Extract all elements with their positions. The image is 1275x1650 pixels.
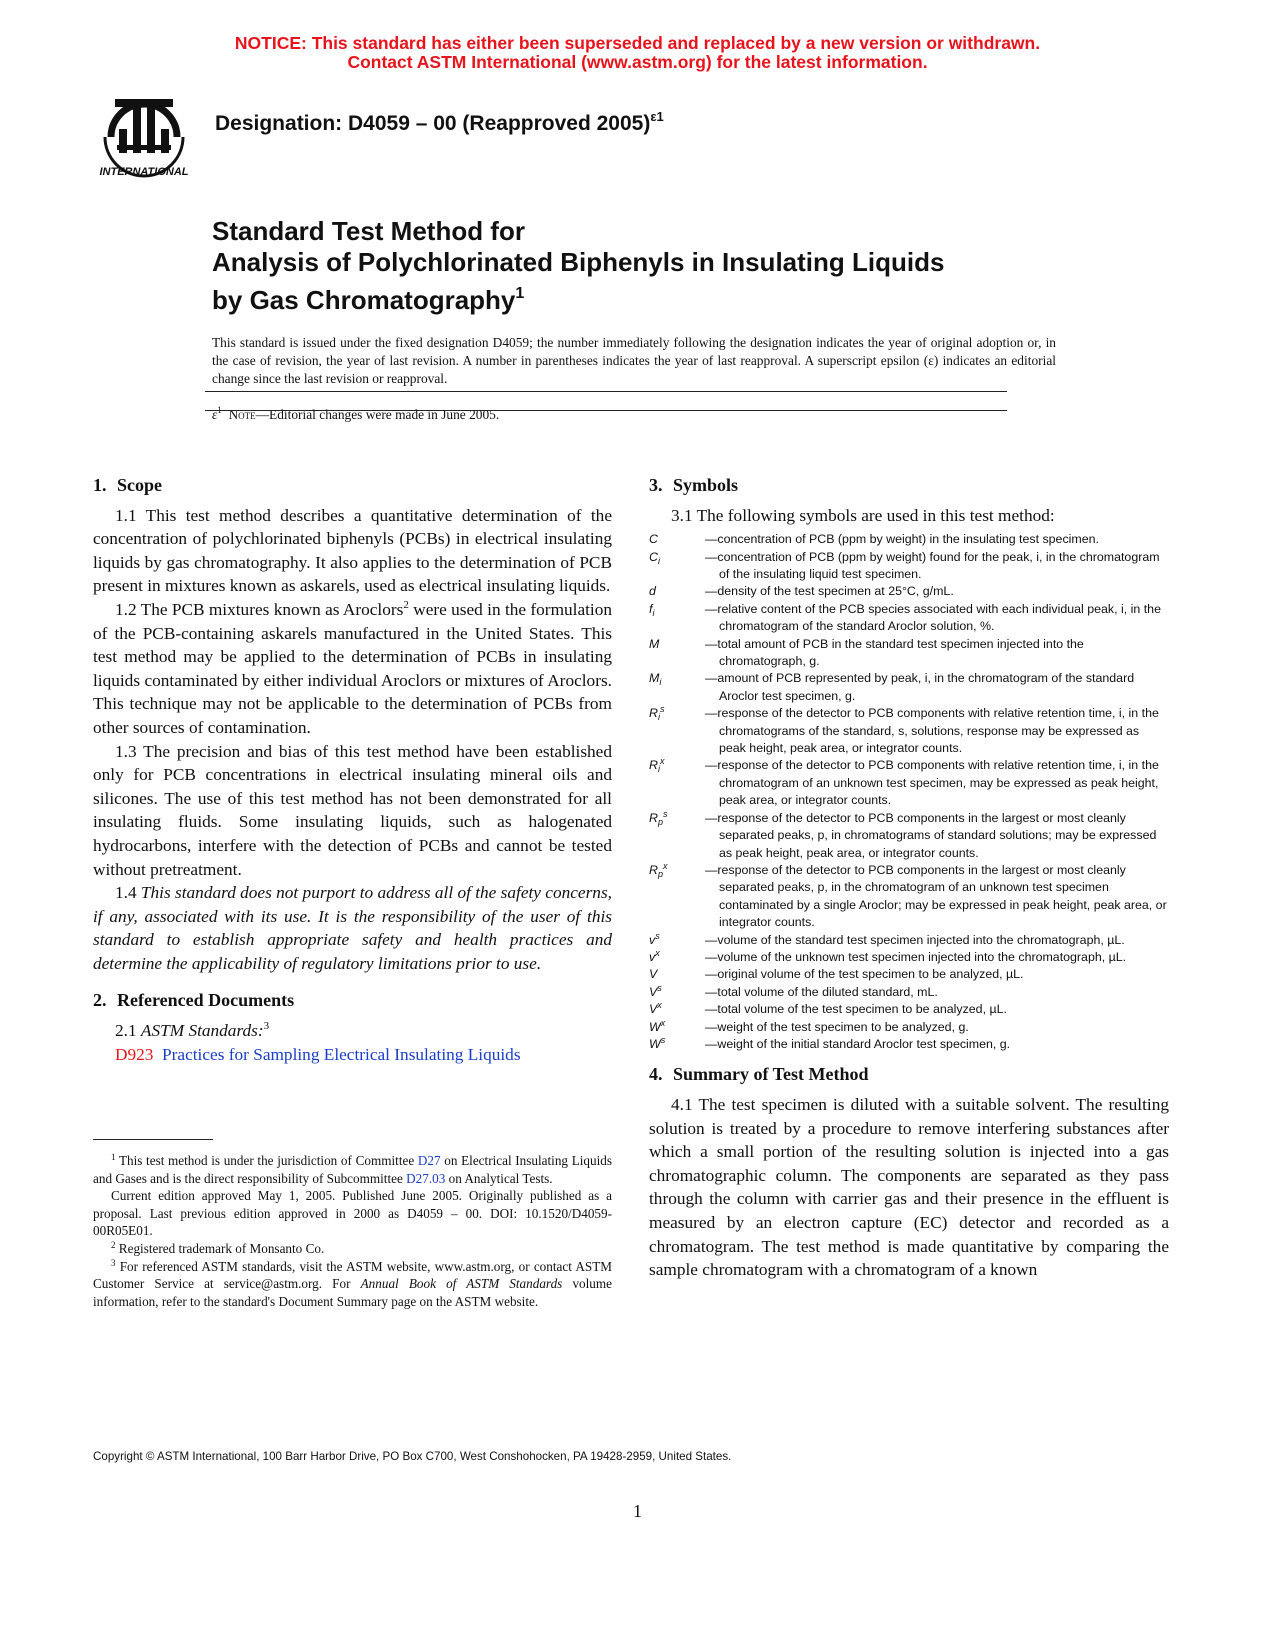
symbol: $W^x$ [649, 1017, 666, 1034]
symbol-description: —total volume of the test specimen to be analyzed, µL. [705, 1002, 1007, 1017]
paragraph-1-1: 1.1 This test method describes a quantitative determination of the concentration of polychlorinated biphenyls (PCBs) in electrical insulating liquids by gas chromatography. It also applies to the determination of PCB present in mixtures known as askarels, used as electrical insulating liquids. [93, 505, 612, 596]
paragraph-1-2: 1.2 The PCB mixtures known as Aroclors$^2$ were used in the formulation of the PCB-containing askarels manufactured in the United States. This test method may be applied to the determination of PCBs in insulating liquids contaminated by either individual Aroclors or mixtures of Aroclors. This technique may not be applicable to the determination of PCBs from other sources of contamination. [93, 598, 613, 737]
footnote-1: $^1$ This test method is under the jurisdiction of Committee D27 on Electrical Insulating Liquids and Gases and is the direct responsibility of Subcommittee D27.03 on Analytical Tests. [93, 1152, 612, 1186]
symbol: $C_i$ [649, 549, 660, 566]
committee-link[interactable]: D27 [417, 1153, 441, 1168]
symbol: $V^s$ [649, 982, 662, 999]
symbol: $V^x$ [649, 1000, 662, 1017]
logo-wordmark: INTERNATIONAL [99, 166, 189, 178]
symbol-description: —response of the detector to PCB components with relative retention time, i, in the chromatogram of an unknown test specimen, may be expressed as peak height, peak area, or integrator counts. [705, 758, 1159, 808]
symbol-description: —concentration of PCB (ppm by weight) in the insulating test specimen. [705, 532, 1099, 547]
page-number: 1 [633, 1501, 642, 1521]
designation [215, 109, 664, 136]
symbol-description: —density of the test specimen at 25°C, g/mL. [705, 584, 954, 599]
symbol: $R_i^x$ [649, 756, 665, 775]
symbol-row [649, 949, 1169, 966]
symbol-row [649, 705, 1169, 757]
astm-logo-icon [93, 85, 195, 181]
paragraph-3-1: 3.1 The following symbols are used in this test method: [671, 505, 1055, 525]
section-heading-symbols: 3. Symbols [649, 475, 739, 495]
symbol-row [649, 932, 1169, 949]
footnote-2: $^2$ Registered trademark of Monsanto Co. [111, 1239, 325, 1256]
symbol-description: —weight of the test specimen to be analyzed, g. [705, 1019, 969, 1034]
epsilon-mark: ε [212, 407, 218, 422]
symbol: V [649, 967, 658, 982]
symbol-description: —total volume of the diluted standard, mL. [705, 984, 938, 999]
symbol-description: —response of the detector to PCB components in the largest or most cleanly separated peaks, p, in the chromatogram of an unknown test specimen contaminated by a single Aroclor; may be expressed in peak height, peak area, or integrator counts. [705, 862, 1167, 930]
withdrawal-notice [0, 34, 1275, 72]
section-heading-scope: 1. Scope [93, 475, 162, 495]
note-label: Note [228, 407, 256, 422]
section-heading-referenced-documents: 2. Referenced Documents [93, 990, 295, 1011]
designation-text: Designation: D4059 – 00 (Reapproved 2005) [215, 112, 651, 135]
designation-superscript: ε1 [650, 109, 664, 124]
symbol-description: —total amount of PCB in the standard test specimen injected into the chromatograph, g. [705, 636, 1084, 669]
note-text: —Editorial changes were made in June 2005. [255, 407, 500, 422]
symbol: $M_i$ [649, 671, 662, 688]
top-divider [205, 391, 1007, 392]
footnotes [93, 1152, 612, 1310]
symbol-description: —weight of the initial standard Aroclor test specimen, g. [705, 1036, 1011, 1051]
symbol-row [649, 1019, 1169, 1036]
symbol-description: —amount of PCB represented by peak, i, in the chromatogram of the standard Aroclor test specimen, g. [705, 671, 1135, 703]
symbol-description: —response of the detector to PCB components in the largest or most cleanly separated peaks, p, in chromatograms of standard solutions; may be expressed as peak height, peak area, or integrator counts. [705, 810, 1157, 860]
symbol-row [649, 636, 1169, 671]
paragraph-1-4: 1.4 This standard does not purport to address all of the safety concerns, if any, associated with its use. It is the responsibility of the user of this standard to establish appropriate safety and health practices and determine the applicability of regulatory limitations prior to use. [93, 883, 612, 973]
right-column [649, 474, 1169, 1282]
symbol: $v^s$ [649, 930, 660, 947]
symbol-description: —original volume of the test specimen to be analyzed, µL. [705, 967, 1024, 982]
symbol-row [649, 862, 1169, 932]
referenced-document-d923[interactable] [93, 1043, 612, 1067]
title-line-2: Analysis of Polychlorinated Biphenyls in Insulating Liquids [212, 247, 945, 277]
section-heading-summary: 4. Summary of Test Method [649, 1064, 869, 1085]
footnote-1-edition: Current edition approved May 1, 2005. Published June 2005. Originally published as a proposal. Last previous edition approved in 2000 as D4059 – 00. DOI: 10.1520/D4059-00R05E01. [93, 1188, 612, 1239]
issue-statement: This standard is issued under the fixed designation D4059; the number immediately following the designation indicates the year of original adoption or, in the case of revision, the year of last revision. A number in parentheses indicates the year of last reapproval. A superscript epsilon (ε) indicates an editorial change since the last revision or reapproval. [212, 335, 1056, 386]
left-column [93, 474, 612, 1066]
paragraph-1-3: 1.3 The precision and bias of this test method have been established only for PCB concentrations in electrical insulating mineral oils and silicones. The use of this test method has not been demonstrated for all insulating fluids. Some insulating liquids, such as halogenated hydrocarbons, interfere with the detection of PCBs and cannot be tested without pretreatment. [93, 741, 612, 879]
notice-line-1: NOTICE: This standard has either been superseded and replaced by a new version or withdrawn. [234, 33, 1041, 53]
title-footnote-mark: 1 [515, 285, 525, 302]
bottom-divider [205, 410, 1007, 411]
symbol-row [649, 601, 1169, 636]
symbol: M [649, 636, 660, 651]
symbol-description: —response of the detector to PCB components with relative retention time, i, in the chromatograms of the standard, s, solutions, response may be expressed as peak height, peak area, or integrator counts. [705, 706, 1159, 756]
symbol: $R_p^s$ [649, 808, 668, 827]
symbol-row [649, 984, 1169, 1001]
symbol-row [649, 966, 1169, 983]
title-line-3: by Gas Chromatography [212, 285, 516, 315]
document-title-link[interactable]: Practices for Sampling Electrical Insulating Liquids [162, 1044, 521, 1064]
editorial-note [212, 405, 499, 423]
symbol: C [649, 532, 658, 547]
paragraph-4-1: 4.1 The test specimen is diluted with a suitable solvent. The resulting solution is treated by a procedure to remove interfering substances after which a small portion of the resulting solution is injected into a gas chromatographic column. The components are separated as they pass through the column with carrier gas and their presence in the effluent is measured by an electron capture (EC) detector and recorded as a chromatogram. The test method is made quantitative by comparing the sample chromatogram with a chromatogram of a known [649, 1094, 1169, 1280]
copyright: Copyright © ASTM International, 100 Barr Harbor Drive, PO Box C700, West Conshohocken, PA 19428-2959, United States. [93, 1450, 732, 1463]
notice-line-2: Contact ASTM International (www.astm.org) for the latest information. [347, 52, 928, 72]
symbol-row [649, 531, 1169, 548]
epsilon-superscript: 1 [217, 405, 222, 415]
symbol-row [649, 583, 1169, 600]
symbol-description: —concentration of PCB (ppm by weight) found for the peak, i, in the chromatogram of the insulating liquid test specimen. [705, 549, 1160, 581]
title-line-1: Standard Test Method for [212, 216, 525, 246]
symbol: $R_i^s$ [649, 704, 665, 723]
subcommittee-link[interactable]: D27.03 [406, 1170, 446, 1186]
symbol: $v^x$ [649, 947, 660, 964]
symbol-description: —volume of the standard test specimen injected into the chromatograph, µL. [705, 932, 1125, 947]
symbol-description: —relative content of the PCB species associated with each individual peak, i, in the chromatogram of the standard Aroclor solution, %. [705, 601, 1161, 634]
symbol: d [649, 584, 656, 599]
document-code-link[interactable]: D923 [115, 1044, 154, 1064]
document-title [212, 216, 1072, 316]
symbol-row [649, 1036, 1169, 1053]
footnote-3: $^3$ For referenced ASTM standards, visit the ASTM website, www.astm.org, or contact ASTM Customer Service at service@astm.org. For Annual Book of ASTM Standards volume information, refer to the standard's Document Summary page on the ASTM website. [93, 1257, 612, 1309]
paragraph-2-1: 2.1 ASTM Standards:$^3$ [115, 1020, 270, 1041]
symbol: $W^s$ [649, 1034, 666, 1051]
symbol-row [649, 670, 1169, 705]
symbol-row [649, 1001, 1169, 1018]
symbol: $f_i$ [649, 601, 655, 618]
symbol-row [649, 549, 1169, 584]
symbol-description: —volume of the unknown test specimen injected into the chromatograph, µL. [705, 949, 1127, 964]
footnote-divider [93, 1139, 213, 1140]
symbol: $R_p^x$ [649, 860, 668, 879]
symbols-list [649, 531, 1169, 1053]
symbol-row [649, 757, 1169, 809]
symbol-row [649, 810, 1169, 862]
